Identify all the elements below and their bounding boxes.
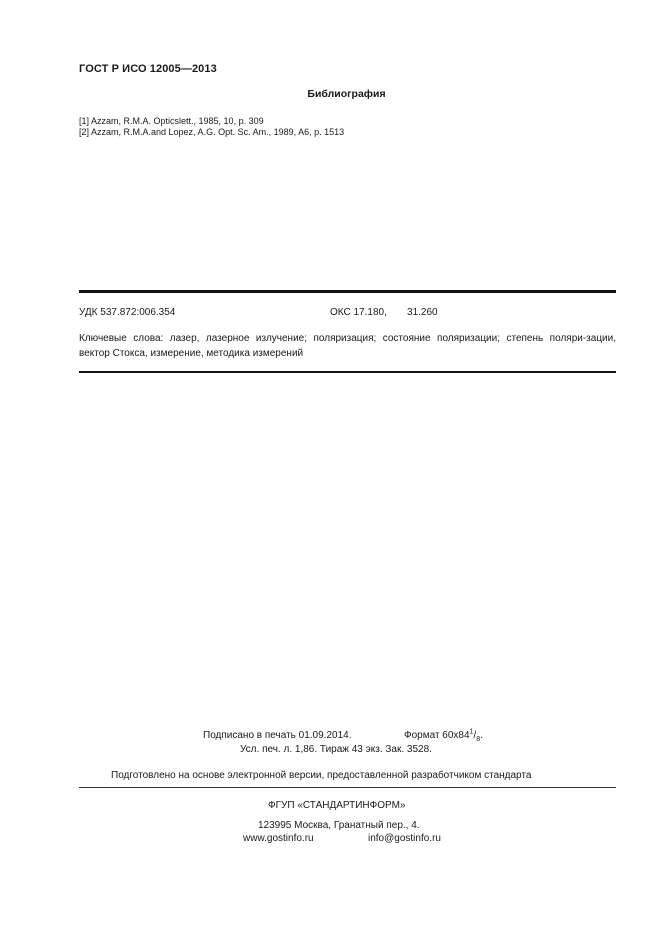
paper-format-numerator: 1: [469, 728, 474, 736]
document-code-header: ГОСТ Р ИСО 12005—2013: [79, 63, 217, 75]
paper-format-label: Формат 60х84: [404, 730, 470, 741]
oks-code-1: ОКС 17.180,: [330, 307, 387, 318]
publisher-name: ФГУП «СТАНДАРТИНФОРМ»: [268, 800, 406, 811]
paper-format: Формат $60х84^1/_8$.: [404, 728, 483, 743]
print-details: Усл. печ. л. 1,86. Тираж 43 экз. Зак. 3528.: [240, 744, 432, 755]
publisher-email[interactable]: info@gostinfo.ru: [368, 833, 441, 844]
publisher-website[interactable]: www.gostinfo.ru: [243, 833, 314, 844]
udk-code: УДК 537.872:006.354: [79, 307, 176, 318]
bibliography-entry-1: [1] Azzam, R.M.A. Opticslett., 1985, 10, p. 309: [79, 116, 264, 126]
bibliography-entry-2: [2] Azzam, R.M.A.and Lopez, A.G. Opt. Sc. Am., 1989, A6, p. 1513: [79, 127, 345, 137]
paper-format-tail: .: [480, 730, 483, 741]
oks-code-2: 31.260: [407, 307, 438, 318]
bottom-divider: [79, 371, 616, 373]
keywords-paragraph: Ключевые слова: лазер, лазерное излучение; поляризация; состояние поляризации; степень поляри-зации, вектор Стокса, измерение, методика измерений: [79, 333, 616, 359]
bibliography-title: Библиография: [307, 88, 386, 100]
paper-format-denominator: 8: [476, 736, 481, 743]
prepared-note: Подготовлено на основе электронной версии, предоставленной разработчиком стандарта: [111, 770, 532, 781]
top-divider: [79, 290, 616, 293]
publisher-address: 123995 Москва, Гранатный пер., 4.: [258, 820, 420, 831]
publisher-divider: [79, 787, 616, 788]
signed-to-print: Подписано в печать 01.09.2014.: [203, 730, 352, 741]
